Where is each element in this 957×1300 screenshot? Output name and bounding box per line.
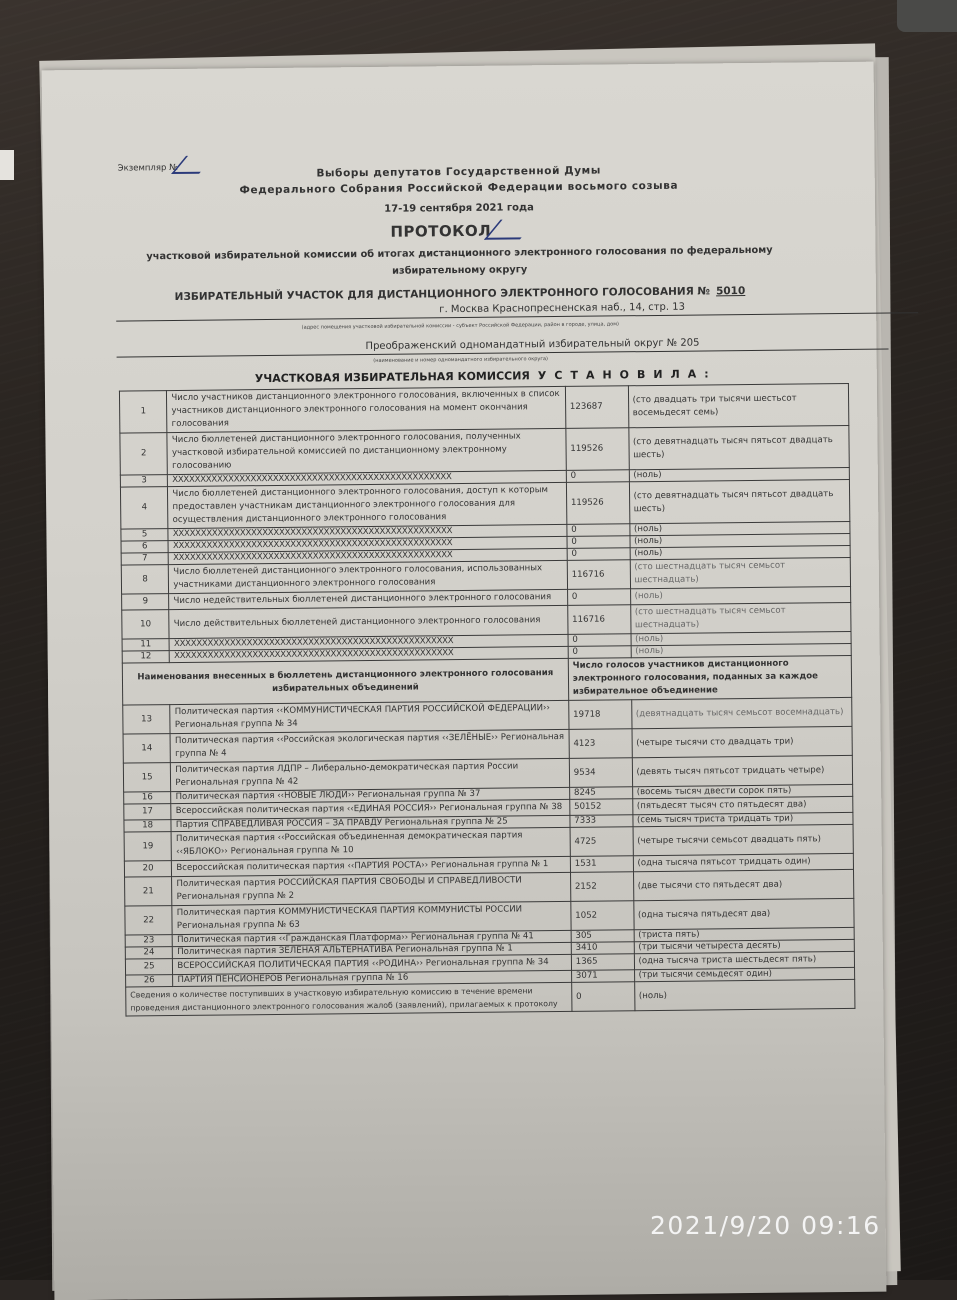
protocol-sheet: [42, 62, 887, 1300]
established-prefix: УЧАСТКОВАЯ ИЗБИРАТЕЛЬНАЯ КОМИССИЯ: [254, 369, 530, 386]
parties-header-left: Наименования внесенных в бюллетень дистанционного электронного голосования избирательных объединений: [122, 658, 568, 705]
row-description: XXXXXXXXXXXXXXXXXXXXXXXXXXXXXXXXXXXXXXXXXXXXXXXXXX: [168, 536, 567, 552]
row-value: 0: [568, 634, 631, 647]
row-value: 119526: [566, 482, 629, 525]
paper-edge-left: [0, 150, 14, 180]
row-number: 11: [122, 639, 169, 651]
row-value-words: (сто двадцать три тысячи шестьсот восемьдесят семь): [628, 383, 849, 427]
party-name: Политическая партия РОССИЙСКАЯ ПАРТИЯ СВОБОДЫ И СПРАВЕДЛИВОСТИ Региональная группа № 2: [172, 872, 571, 905]
row-value-words: (ноль): [629, 521, 850, 535]
parties-header-right: Число голосов участников дистанционного электронного голосования, поданных за каждое избирательное объединение: [568, 655, 852, 700]
desk-object: [897, 0, 957, 32]
established-word: УСТАНОВИЛА:: [537, 367, 717, 383]
row-number: 10: [122, 610, 170, 639]
row-number: 6: [121, 541, 168, 553]
row-number: 20: [124, 861, 172, 877]
party-votes-words: (три тысячи четыреста десять): [634, 939, 855, 953]
row-number: 14: [123, 734, 171, 763]
party-votes: 8245: [569, 787, 632, 800]
party-votes-words: (пятьдесят тысяч сто пятьдесят два): [632, 796, 853, 814]
row-description: Число недействительных бюллетеней дистанционного электронного голосования: [169, 589, 568, 609]
complaints-description: Сведения о количестве поступивших в участковую избирательную комиссию в течение времени проведения дистанционного электронного голосования жалоб (заявлений), прилагаемых к протоколу: [126, 982, 572, 1016]
party-votes-words: (триста пять): [634, 927, 855, 941]
row-description: XXXXXXXXXXXXXXXXXXXXXXXXXXXXXXXXXXXXXXXXXXXXXXXXXX: [168, 548, 567, 564]
established-heading: [255, 367, 717, 385]
party-votes-words: (четыре тысячи сто двадцать три): [632, 726, 853, 757]
row-number: 13: [123, 705, 171, 734]
photo-timestamp: 2021/9/20 09:16: [650, 1211, 881, 1240]
row-value: 0: [567, 536, 630, 549]
row-value-words: (сто девятнадцать тысяч пятьсот двадцать шесть): [629, 479, 850, 523]
protocol-title-text: ПРОТОКОЛ: [390, 221, 492, 241]
row-number: 17: [124, 804, 172, 820]
party-votes: 3410: [571, 942, 634, 955]
party-votes-words: (восемь тысяч двести сорок пять): [632, 784, 853, 798]
party-votes-words: (семь тысяч триста тридцать три): [632, 812, 853, 826]
row-value: 116716: [567, 560, 630, 590]
row-value-words: (ноль): [630, 533, 851, 547]
row-description: XXXXXXXXXXXXXXXXXXXXXXXXXXXXXXXXXXXXXXXXXXXXXXXXXX: [168, 524, 567, 540]
address-caption: (адрес помещения участковой избирательной комиссии - субъект Российской Федерации, район в городе, улица, дом): [301, 321, 619, 331]
party-votes: 3071: [571, 970, 634, 983]
election-dates: 17-19 сентября 2021 года: [384, 202, 534, 215]
row-number: 4: [120, 487, 168, 529]
party-name: Политическая партия ЛДПР – Либерально-демократическая партия России Региональная группа № 42: [171, 758, 570, 791]
row-number: 1: [119, 391, 167, 433]
party-votes: 305: [571, 930, 634, 943]
party-votes: 7333: [570, 815, 633, 828]
precinct-label: ИЗБИРАТЕЛЬНЫЙ УЧАСТОК ДЛЯ ДИСТАНЦИОННОГО ЭЛЕКТРОННОГО ГОЛОСОВАНИЯ №: [174, 285, 711, 304]
row-number: 19: [124, 832, 172, 861]
row-number: 25: [125, 959, 173, 975]
row-value: 0: [566, 470, 629, 483]
row-number: 22: [125, 906, 173, 935]
title-line-2: Федерального Собрания Российской Федерации восьмого созыва: [239, 179, 679, 197]
row-value: 123687: [565, 386, 628, 429]
row-value-words: (ноль): [631, 643, 852, 657]
complaints-value: 0: [571, 982, 634, 1012]
row-number: 9: [122, 594, 170, 610]
party-votes-words: (девятнадцать тысяч семьсот восемнадцать): [631, 697, 852, 728]
party-votes-words: (одна тысяча триста шестьдесят пять): [634, 951, 855, 969]
party-votes-words: (одна тысяча пятьдесят два): [633, 898, 854, 929]
row-description: Число участников дистанционного электронного голосования, включенных в список участников дистанционного электронного голосования на момент окончания голосования: [167, 386, 566, 432]
row-value-words: (сто девятнадцать тысяч пятьсот двадцать шесть): [628, 425, 849, 469]
row-number: 18: [124, 820, 171, 832]
party-name: Политическая партия КОММУНИСТИЧЕСКАЯ ПАРТИЯ КОММУНИСТЫ РОССИИ Региональная группа № 63: [172, 901, 571, 934]
row-number: 5: [121, 529, 168, 541]
party-votes: 50152: [570, 799, 633, 816]
copy-label-text: Экземпляр №: [117, 162, 178, 174]
district-caption: (наименование и номер одномандатного избирательного округа): [373, 356, 549, 364]
row-description: Число бюллетеней дистанционного электронного голосования, использованных участниками дистанционного электронного голосования: [169, 560, 568, 593]
party-name: Политическая партия ‹‹Гражданская Платформа›› Региональная группа № 41: [172, 930, 571, 946]
party-votes: 1052: [571, 901, 634, 931]
party-votes-words: (четыре тысячи семьсот двадцать пять): [633, 824, 854, 855]
protocol-table: [119, 383, 856, 1017]
electoral-district: Преображенский одномандатный избирательный округ № 205: [116, 336, 888, 358]
title-line-1: Выборы депутатов Государственной Думы: [316, 164, 601, 180]
party-votes: 9534: [569, 758, 632, 788]
row-value-words: (ноль): [630, 545, 851, 559]
party-name: Всероссийская политическая партия ‹‹ЕДИНАЯ РОССИЯ›› Региональная группа № 38: [171, 799, 570, 819]
party-votes: 1531: [570, 856, 633, 873]
row-value-words: (ноль): [630, 586, 851, 604]
party-votes-words: (одна тысяча пятьсот тридцать один): [633, 853, 854, 871]
row-number: 8: [121, 565, 169, 594]
subtitle-line-1: участковой избирательной комиссии об итогах дистанционного электронного голосования по федеральному: [146, 244, 773, 263]
row-description: XXXXXXXXXXXXXXXXXXXXXXXXXXXXXXXXXXXXXXXXXXXXXXXXXX: [170, 646, 569, 662]
row-description: XXXXXXXXXXXXXXXXXXXXXXXXXXXXXXXXXXXXXXXXXXXXXXXXXX: [169, 634, 568, 650]
party-votes: 4123: [569, 729, 632, 759]
row-value-words: (ноль): [629, 467, 850, 481]
party-votes-words: (две тысячи сто пятьдесят два): [633, 869, 854, 900]
complaints-value-words: (ноль): [634, 979, 855, 1010]
party-votes: 1365: [571, 954, 634, 971]
row-number: 16: [124, 792, 171, 804]
subtitle-line-2: избирательному округу: [392, 264, 528, 277]
precinct-number: 5010: [715, 285, 746, 298]
row-description: Число бюллетеней дистанционного электронного голосования, полученных участковой избирательной комиссией по дистанционному электронному голосованию: [167, 428, 566, 474]
row-value: 116716: [567, 605, 630, 635]
row-number: 12: [122, 651, 169, 663]
party-name: ВСЕРОССИЙСКАЯ ПОЛИТИЧЕСКАЯ ПАРТИЯ ‹‹РОДИНА›› Региональная группа № 34: [173, 954, 572, 974]
row-number: 15: [123, 763, 171, 792]
row-number: 2: [120, 433, 168, 475]
party-votes-words: (девять тысяч пятьсот тридцать четыре): [632, 755, 853, 786]
row-number: 7: [121, 553, 168, 565]
row-value-words: (сто шестнадцать тысяч семьсот шестнадцать): [630, 557, 851, 588]
row-value: 0: [567, 524, 630, 537]
row-description: Число бюллетеней дистанционного электронного голосования, доступ к которым предоставлен участникам дистанционного электронного голосования для осуществления дистанционного электронного голосования: [168, 482, 567, 528]
row-value: 119526: [566, 428, 629, 471]
party-name: Партия СПРАВЕДЛИВАЯ РОССИЯ – ЗА ПРАВДУ Региональная группа № 25: [171, 815, 570, 831]
party-name: Политическая партия ‹‹Российская объединенная демократическая партия ‹‹ЯБЛОКО›› Региональная группа № 10: [171, 827, 570, 860]
party-name: ПАРТИЯ ПЕНСИОНЕРОВ Региональная группа № 16: [173, 970, 572, 986]
row-value: 0: [567, 589, 630, 606]
party-votes: 2152: [570, 872, 633, 902]
row-description: Число действительных бюллетеней дистанционного электронного голосования: [169, 605, 568, 638]
party-votes: 4725: [570, 827, 633, 857]
row-value-words: (ноль): [631, 631, 852, 645]
row-value-words: (сто шестнадцать тысяч семьсот шестнадцать): [630, 602, 851, 633]
party-votes-words: (три тысячи семьдесят один): [634, 967, 855, 981]
party-name: Всероссийская политическая партия ‹‹ПАРТИЯ РОСТА›› Региональная группа № 1: [172, 856, 571, 876]
party-name: Политическая партия ‹‹НОВЫЕ ЛЮДИ›› Региональная группа № 37: [171, 787, 570, 803]
row-description: XXXXXXXXXXXXXXXXXXXXXXXXXXXXXXXXXXXXXXXXXXXXXXXXXX: [168, 470, 567, 486]
commission-address: г. Москва Краснопресненская наб., 14, стр. 13: [116, 299, 918, 321]
row-number: 21: [125, 877, 173, 906]
handwritten-signature-icon: [484, 219, 537, 240]
protocol-title: [43, 216, 875, 245]
party-name: Политическая партия ЗЕЛЕНАЯ АЛЬТЕРНАТИВА Региональная группа № 1: [173, 942, 572, 958]
row-number: 24: [125, 947, 172, 959]
party-name: Политическая партия ‹‹Российская экологическая партия ‹‹ЗЕЛЁНЫЕ›› Региональная группа № 4: [170, 729, 569, 762]
row-number: 3: [120, 475, 167, 487]
row-value: 0: [568, 646, 631, 659]
party-votes: 19718: [568, 700, 631, 730]
row-number: 23: [125, 935, 172, 947]
row-value: 0: [567, 548, 630, 561]
row-number: 26: [126, 975, 173, 987]
party-name: Политическая партия ‹‹КОММУНИСТИЧЕСКАЯ ПАРТИЯ РОССИЙСКОЙ ФЕДЕРАЦИИ›› Региональная группа № 34: [170, 700, 569, 733]
